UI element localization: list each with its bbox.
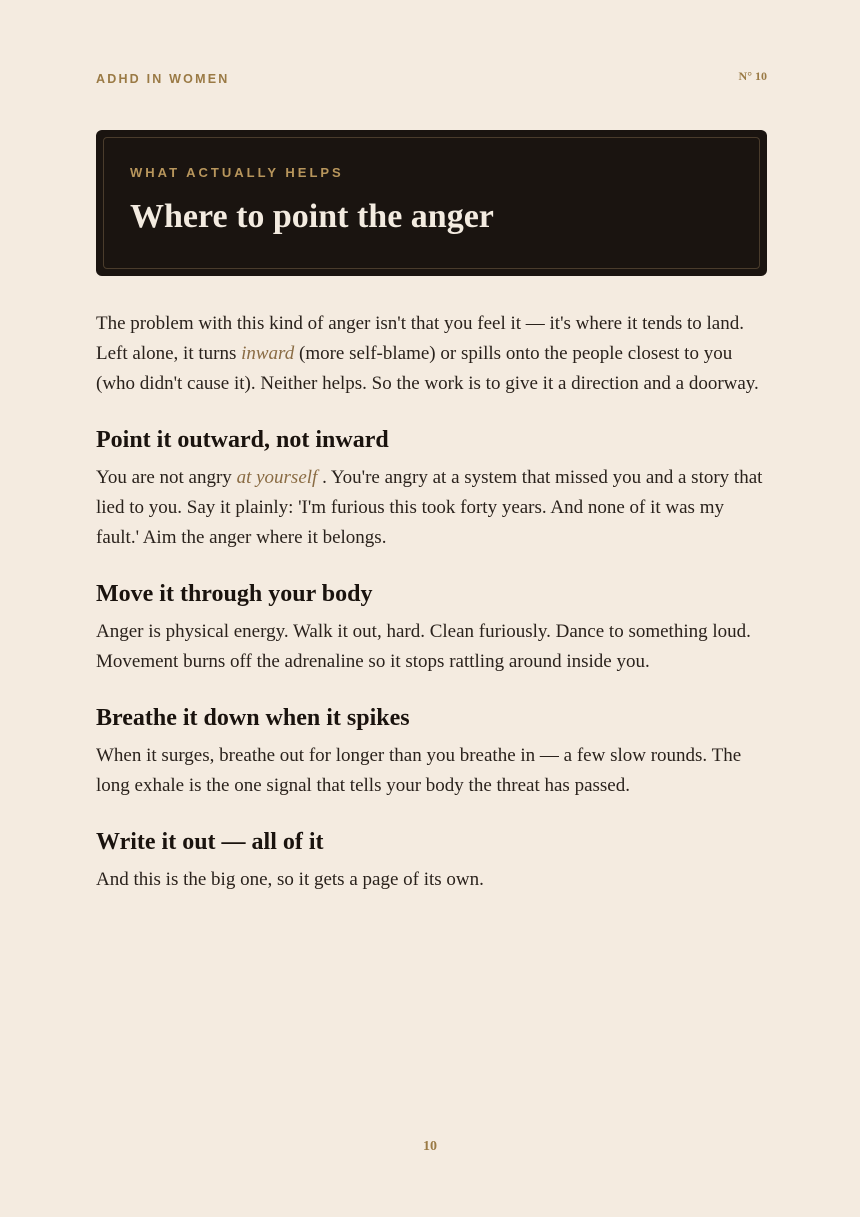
page-tag: N° 10 bbox=[738, 69, 767, 83]
section-body-write: And this is the big one, so it gets a page of its own. bbox=[96, 869, 484, 890]
running-title: ADHD IN WOMEN bbox=[96, 72, 230, 86]
section-title-write: Write it out — all of it bbox=[96, 829, 324, 855]
intro-text-end: (more self-blame) or spills onto the people closest to you (who didn't cause it). Neither helps. So the work is to give it a direction and a doorway. bbox=[96, 343, 759, 394]
section-title-breathe: Breathe it down when it spikes bbox=[96, 705, 410, 731]
section-body-body: Anger is physical energy. Walk it out, hard. Clean furiously. Dance to something loud. Movement burns off the adrenaline so it stops rattling around inside you. bbox=[96, 621, 751, 672]
intro-paragraph bbox=[96, 309, 768, 399]
page-title: Where to point the anger bbox=[130, 198, 494, 235]
banner-kicker: WHAT ACTUALLY HELPS bbox=[130, 165, 344, 180]
page-number: 10 bbox=[423, 1139, 437, 1154]
outward-text-start: You are not angry bbox=[96, 467, 237, 488]
section-title-body: Move it through your body bbox=[96, 581, 373, 607]
section-title-outward: Point it outward, not inward bbox=[96, 427, 389, 453]
outward-emphasis: at yourself bbox=[236, 467, 318, 488]
article-body bbox=[96, 309, 768, 895]
intro-emphasis: inward bbox=[241, 343, 295, 364]
outward-text-end: . You're angry at a system that missed you and a story that lied to you. Say it plainly: 'I'm furious this took forty years. And none of it was my fault.' Aim the anger where it belongs. bbox=[96, 467, 763, 548]
intro-text-start: The problem with this kind of anger isn't that you feel it — it's where it tends to land. Left alone, it turns bbox=[96, 313, 744, 364]
section-body-outward bbox=[96, 463, 768, 553]
chapter-banner bbox=[96, 130, 767, 276]
section-body-breathe: When it surges, breathe out for longer than you breathe in — a few slow rounds. The long exhale is the one signal that tells your body the threat has passed. bbox=[96, 745, 742, 796]
